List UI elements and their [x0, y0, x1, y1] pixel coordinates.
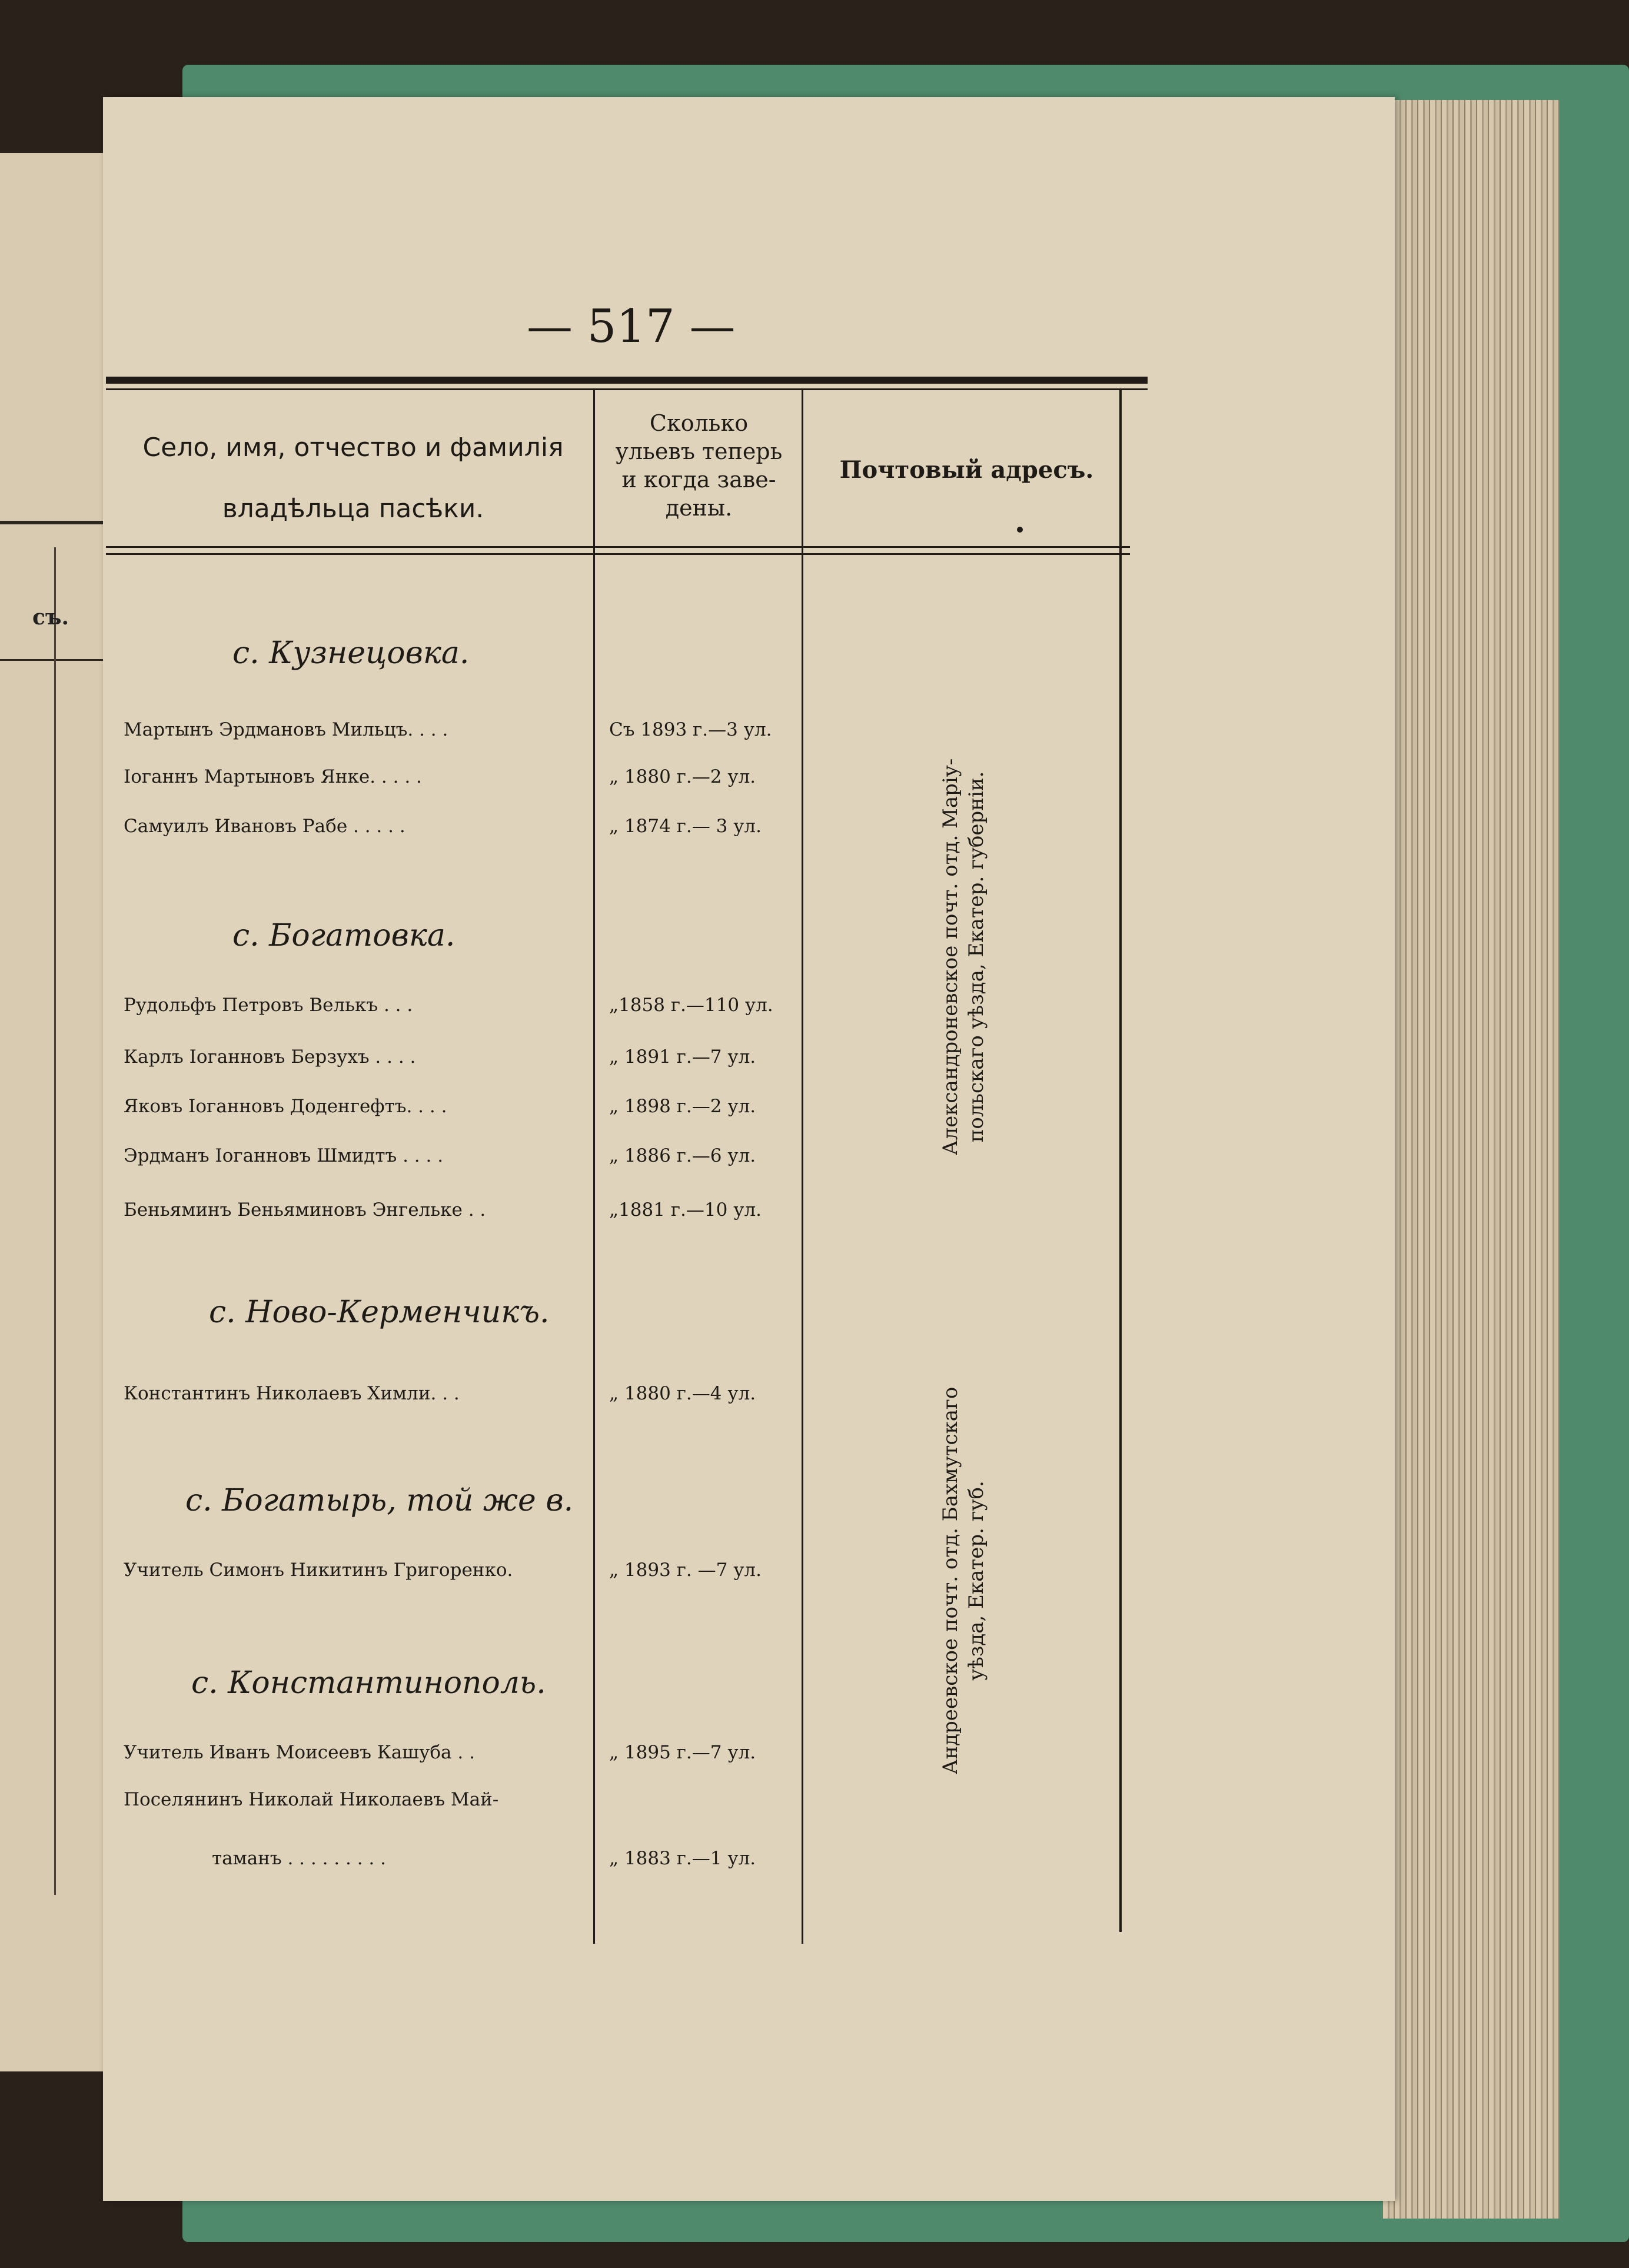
- header-dot: [1017, 527, 1023, 533]
- hive-count: „ 1893 г. —7 ул.: [609, 1559, 762, 1581]
- section-title: с. Богатовка.: [232, 918, 456, 953]
- hive-count: Съ 1893 г.—3 ул.: [609, 719, 772, 740]
- hive-count: „1858 г.—110 ул.: [609, 995, 773, 1016]
- owner-name: Самуилъ Ивановъ Рабе . . . . .: [124, 816, 405, 837]
- postal-address: [937, 1375, 989, 1787]
- top-rule-thick: [106, 377, 1148, 384]
- header-count: [594, 409, 803, 522]
- header-name: [109, 430, 597, 527]
- hive-count: „ 1891 г.—7 ул.: [609, 1046, 756, 1068]
- left-page-column-line: [54, 547, 56, 1895]
- owner-name: Беньяминъ Беньяминовъ Энгельке . .: [124, 1199, 486, 1221]
- owner-name: таманъ . . . . . . . . .: [212, 1848, 386, 1869]
- postal-address-line: уѣзда, Екатер. губ.: [965, 1481, 988, 1681]
- left-page-rule: [0, 521, 109, 524]
- owner-name: Яковъ Іоганновъ Доденгефтъ. . . .: [124, 1096, 447, 1117]
- section-title: с. Ново-Керменчикъ.: [209, 1295, 550, 1330]
- postal-address-line: Александроневское почт. отд. Маріу-: [939, 758, 962, 1156]
- hive-count: „ 1898 г.—2 ул.: [609, 1096, 756, 1117]
- header-count-line: ульевъ теперь: [615, 438, 783, 464]
- column-line-3: [1119, 390, 1122, 1932]
- section-title: с. Кузнецовка.: [232, 636, 470, 671]
- owner-name: Іоганнъ Мартыновъ Янке. . . . .: [124, 766, 422, 787]
- header-address: Почтовый адресъ.: [839, 456, 1094, 484]
- section-title: с. Константинополь.: [191, 1665, 546, 1701]
- owner-name: Карлъ Іоганновъ Берзухъ . . . .: [124, 1046, 416, 1068]
- header-name-line2: владѣльца пасѣки.: [222, 494, 484, 524]
- hive-count: „ 1880 г.—2 ул.: [609, 766, 756, 787]
- owner-name: Рудольфъ Петровъ Велькъ . . .: [124, 995, 413, 1016]
- hive-count: „ 1883 г.—1 ул.: [609, 1848, 756, 1869]
- top-rule-thin: [106, 388, 1148, 390]
- column-line-1: [593, 390, 595, 1944]
- left-page: [0, 153, 112, 2071]
- owner-name: Мартынъ Эрдмановъ Мильцъ. . . .: [124, 719, 448, 740]
- owner-name: Константинъ Николаевъ Химли. . .: [124, 1383, 460, 1404]
- section-title: с. Богатырь, той же в.: [185, 1483, 574, 1518]
- postal-address: [937, 721, 989, 1192]
- postal-address-line: Андреевское почт. отд. Бахмутскаго: [939, 1386, 962, 1775]
- header-count-line: и когда заве-: [621, 467, 776, 493]
- owner-name: Учитель Иванъ Моисеевъ Кашуба . .: [124, 1742, 475, 1763]
- header-rule: [106, 553, 1130, 555]
- header-count-line: дены.: [665, 495, 733, 521]
- postal-address-line: польскаго уѣзда, Екатер. губерніи.: [965, 771, 988, 1143]
- hive-count: „ 1874 г.— 3 ул.: [609, 816, 762, 837]
- hive-count: „ 1880 г.—4 ул.: [609, 1383, 756, 1404]
- page-edges: [1383, 100, 1560, 2219]
- column-line-2: [802, 390, 803, 1944]
- hive-count: „ 1886 г.—6 ул.: [609, 1145, 756, 1166]
- left-page-fragment: съ.: [32, 605, 69, 630]
- owner-name: Эрдманъ Іоганновъ Шмидтъ . . . .: [124, 1145, 444, 1166]
- hive-count: „ 1895 г.—7 ул.: [609, 1742, 756, 1763]
- owner-name: Поселянинъ Николай Николаевъ Май-: [124, 1789, 499, 1810]
- header-count-line: Сколько: [649, 410, 749, 436]
- header-name-line1: Село, имя, отчество и фамилія: [142, 433, 564, 463]
- page-number: — 517 —: [527, 300, 736, 353]
- header-rule: [106, 546, 1130, 548]
- owner-name: Учитель Симонъ Никитинъ Григоренко.: [124, 1559, 513, 1581]
- hive-count: „1881 г.—10 ул.: [609, 1199, 762, 1221]
